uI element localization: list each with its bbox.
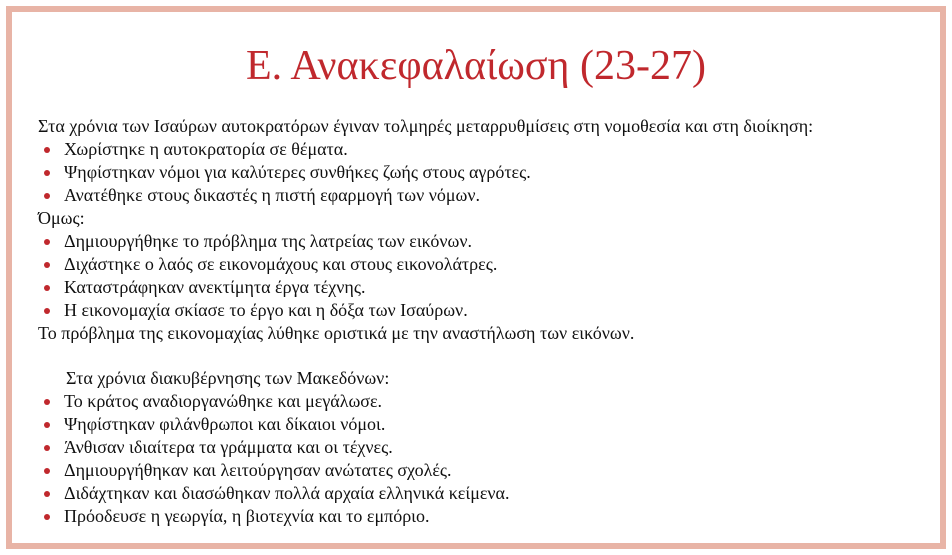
bullet-icon [44, 445, 50, 451]
list-item: Η εικονομαχία σκίασε το έργο και η δόξα των Ισαύρων. [38, 299, 813, 322]
section3-list [38, 390, 813, 528]
bullet-icon [44, 308, 50, 314]
section3-intro: Στα χρόνια διακυβέρνησης των Μακεδόνων: [66, 368, 390, 388]
list-item: Ψηφίστηκαν φιλάνθρωποι και δίκαιοι νόμοι. [38, 413, 813, 436]
bullet-icon [44, 399, 50, 405]
bullet-icon [44, 262, 50, 268]
list-item: Άνθισαν ιδιαίτερα τα γράμματα και οι τέχνες. [38, 436, 813, 459]
bullet-icon [44, 491, 50, 497]
list-item: Ανατέθηκε στους δικαστές η πιστή εφαρμογή των νόμων. [38, 184, 813, 207]
slide-content [38, 115, 813, 528]
section1-list [38, 138, 813, 207]
list-item: Ψηφίστηκαν νόμοι για καλύτερες συνθήκες ζωής στους αγρότες. [38, 161, 813, 184]
section1-intro: Στα χρόνια των Ισαύρων αυτοκρατόρων έγιναν τολμηρές μεταρρυθμίσεις στη νομοθεσία και στη διοίκηση: [38, 116, 814, 136]
list-item: Διχάστηκε ο λαός σε εικονομάχους και στους εικονολάτρες. [38, 253, 813, 276]
list-item: Διδάχτηκαν και διασώθηκαν πολλά αρχαία ελληνικά κείμενα. [38, 482, 813, 505]
list-item: Δημιουργήθηκαν και λειτούργησαν ανώτατες σχολές. [38, 459, 813, 482]
list-item: Πρόοδευσε η γεωργία, η βιοτεχνία και το εμπόριο. [38, 505, 813, 528]
page-title: Ε. Ανακεφαλαίωση (23-27) [246, 43, 706, 89]
bullet-icon [44, 422, 50, 428]
list-item: Δημιουργήθηκε το πρόβλημα της λατρείας των εικόνων. [38, 230, 813, 253]
slide-frame [6, 6, 946, 549]
bullet-icon [44, 468, 50, 474]
bullet-icon [44, 170, 50, 176]
section2-intro: Όμως: [38, 208, 85, 228]
bullet-icon [44, 514, 50, 520]
bullet-icon [44, 147, 50, 153]
section2-list [38, 230, 813, 322]
bullet-icon [44, 193, 50, 199]
list-item: Το κράτος αναδιοργανώθηκε και μεγάλωσε. [38, 390, 813, 413]
section2-conclusion: Το πρόβλημα της εικονομαχίας λύθηκε οριστικά με την αναστήλωση των εικόνων. [38, 323, 635, 343]
bullet-icon [44, 239, 50, 245]
spacer [38, 345, 813, 367]
list-item: Καταστράφηκαν ανεκτίμητα έργα τέχνης. [38, 276, 813, 299]
list-item: Χωρίστηκε η αυτοκρατορία σε θέματα. [38, 138, 813, 161]
bullet-icon [44, 285, 50, 291]
